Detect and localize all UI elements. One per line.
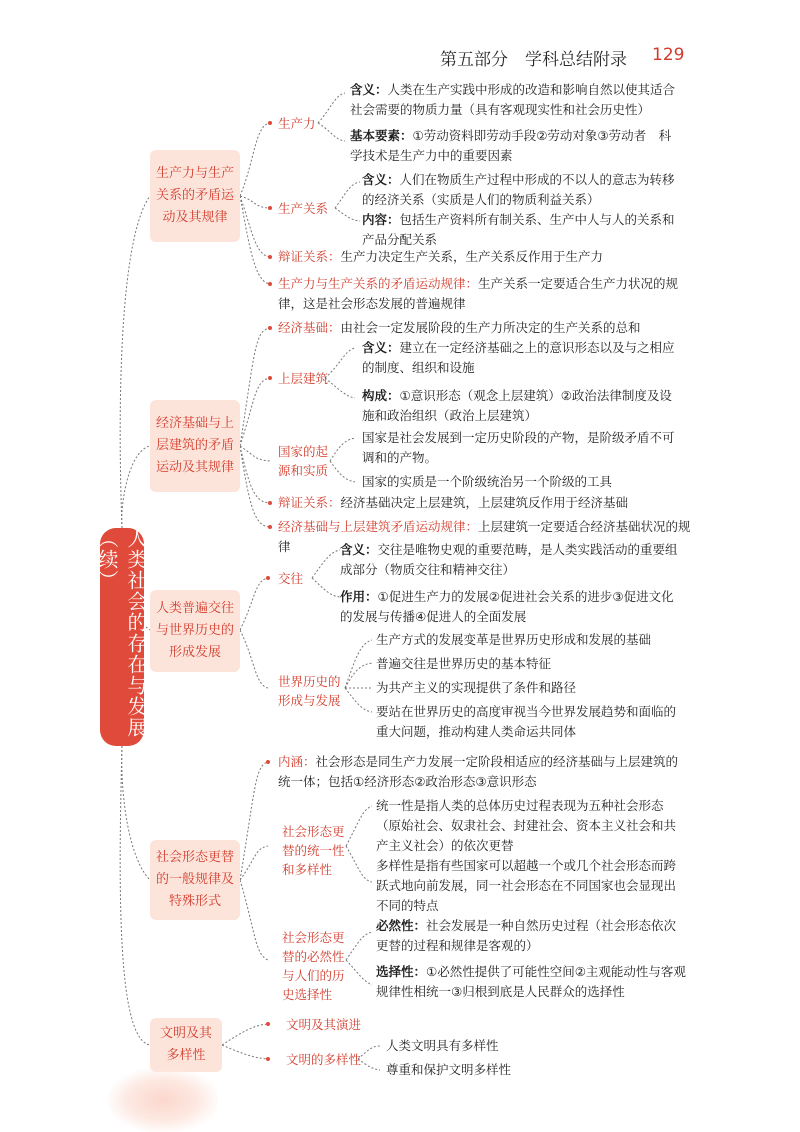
diversity-text: 多样性是指有些国家可以超越一个或几个社会形态而跨跃式地向前发展，同一社会形态在不同国家也会显现出不同的特点 — [376, 858, 677, 913]
intercourse-definition: 含义：交往是唯物史观的重要范畴，是人类实践活动的重要组成部分（物质交往和精神交往） — [340, 542, 678, 577]
topic-box-civilization: 文明及其多样性 — [150, 1018, 222, 1072]
intercourse-role: 作用：①促进生产力的发展②促进社会关系的进步③促进文化的发展与传播④促进人的全面发展 — [340, 589, 674, 624]
world-history-point-3: 为共产主义的实现提供了条件和路径 — [376, 680, 577, 695]
topic-box-world-history: 人类普遍交往与世界历史的形成发展 — [150, 590, 240, 672]
necessity-text: 必然性：社会发展是一种自然历史过程（社会形态依次更替的过程和规律是客观的） — [376, 918, 677, 953]
economic-base-definition: 经济基础：由社会一定发展阶段的生产力所决定的生产关系的总和 — [278, 320, 641, 335]
node-unity-diversity: 社会形态更替的统一性和多样性 — [282, 824, 345, 877]
world-history-point-2: 普遍交往是世界历史的基本特征 — [376, 656, 552, 671]
state-origin-text: 国家是社会发展到一定历史阶段的产物，是阶级矛盾不可调和的产物。 — [362, 430, 675, 465]
node-state-origin: 国家的起源和实质 — [278, 444, 329, 478]
section-title: 第五部分 学科总结附录 — [440, 50, 627, 70]
node-intercourse: 交往 — [278, 571, 304, 586]
choice-text: 选择性：①必然性提供了可能性空间②主观能动性与客观规律性相统一③归根到底是人民群众的选择性 — [376, 964, 686, 999]
decorative-smudge — [108, 1068, 218, 1132]
dialectical-relation-1: 辩证关系：生产力决定生产关系，生产关系反作用于生产力 — [278, 249, 604, 264]
topic-box-economic-base: 经济基础与上层建筑的矛盾运动及其规律 — [150, 400, 240, 492]
social-formation-connotation: 内涵：社会形态是同生产力发展一定阶段相适应的经济基础与上层建筑的统一体；包括①经济形态②政治形态③意识形态 — [278, 754, 679, 789]
node-civilization-evolution: 文明及其演进 — [286, 1017, 362, 1032]
world-history-point-4: 要站在世界历史的高度审视当今世界发展趋势和面临的重大问题，推动构建人类命运共同体 — [376, 704, 677, 739]
root-topic — [95, 528, 148, 746]
contradiction-law-2: 经济基础与上层建筑矛盾运动规律：上层建筑一定要适合经济基础状况的规律 — [278, 519, 691, 554]
root-topic-label: 人类社会的存在与发展（续） — [95, 528, 148, 738]
civilization-diversity-point-1: 人类文明具有多样性 — [386, 1038, 499, 1053]
node-civilization-diversity: 文明的多样性 — [286, 1052, 362, 1067]
page-number: 129 — [652, 45, 685, 65]
relations-of-production-definition: 含义：人们在物质生产过程中形成的不以人的意志为转移的经济关系（实质是人们的物质利益关系） — [362, 172, 675, 207]
topic-box-social-formation: 社会形态更替的一般规律及特殊形式 — [150, 840, 240, 920]
civilization-diversity-point-2: 尊重和保护文明多样性 — [386, 1062, 512, 1077]
state-essence-text: 国家的实质是一个阶级统治另一个阶级的工具 — [362, 474, 613, 489]
world-history-point-1: 生产方式的发展变革是世界历史形成和发展的基础 — [376, 632, 652, 647]
dialectical-relation-2: 辩证关系：经济基础决定上层建筑，上层建筑反作用于经济基础 — [278, 495, 629, 510]
node-relations-of-production: 生产关系 — [278, 201, 329, 216]
node-world-history: 世界历史的形成与发展 — [278, 674, 341, 708]
superstructure-composition: 构成：①意识形态（观念上层建筑）②政治法律制度及设施和政治组织（政治上层建筑） — [362, 388, 672, 423]
productive-forces-definition: 含义：人类在生产实践中形成的改造和影响自然以使其适合社会需要的物质力量（具有客观现实性和社会历史性） — [350, 82, 676, 117]
node-necessity-choice: 社会形态更替的必然性与人们的历史选择性 — [282, 930, 345, 1002]
superstructure-definition: 含义：建立在一定经济基础之上的意识形态以及与之相应的制度、组织和设施 — [362, 340, 675, 375]
node-superstructure: 上层建筑 — [278, 371, 329, 386]
contradiction-law-1: 生产力与生产关系的矛盾运动规律：生产关系一定要适合生产力状况的规律，这是社会形态发展的普遍规律 — [278, 276, 679, 311]
relations-of-production-content: 内容：包括生产资料所有制关系、生产中人与人的关系和产品分配关系 — [362, 212, 675, 247]
topic-box-productive-forces: 生产力与生产关系的矛盾运动及其规律 — [150, 150, 240, 242]
unity-text: 统一性是指人类的总体历史过程表现为五种社会形态（原始社会、奴隶社会、封建社会、资本主义社会和共产主义社会）的依次更替 — [376, 798, 677, 853]
productive-forces-elements: 基本要素：①劳动资料即劳动手段②劳动对象③劳动者 科学技术是生产力中的重要因素 — [350, 128, 672, 163]
node-productive-forces: 生产力 — [278, 116, 316, 131]
